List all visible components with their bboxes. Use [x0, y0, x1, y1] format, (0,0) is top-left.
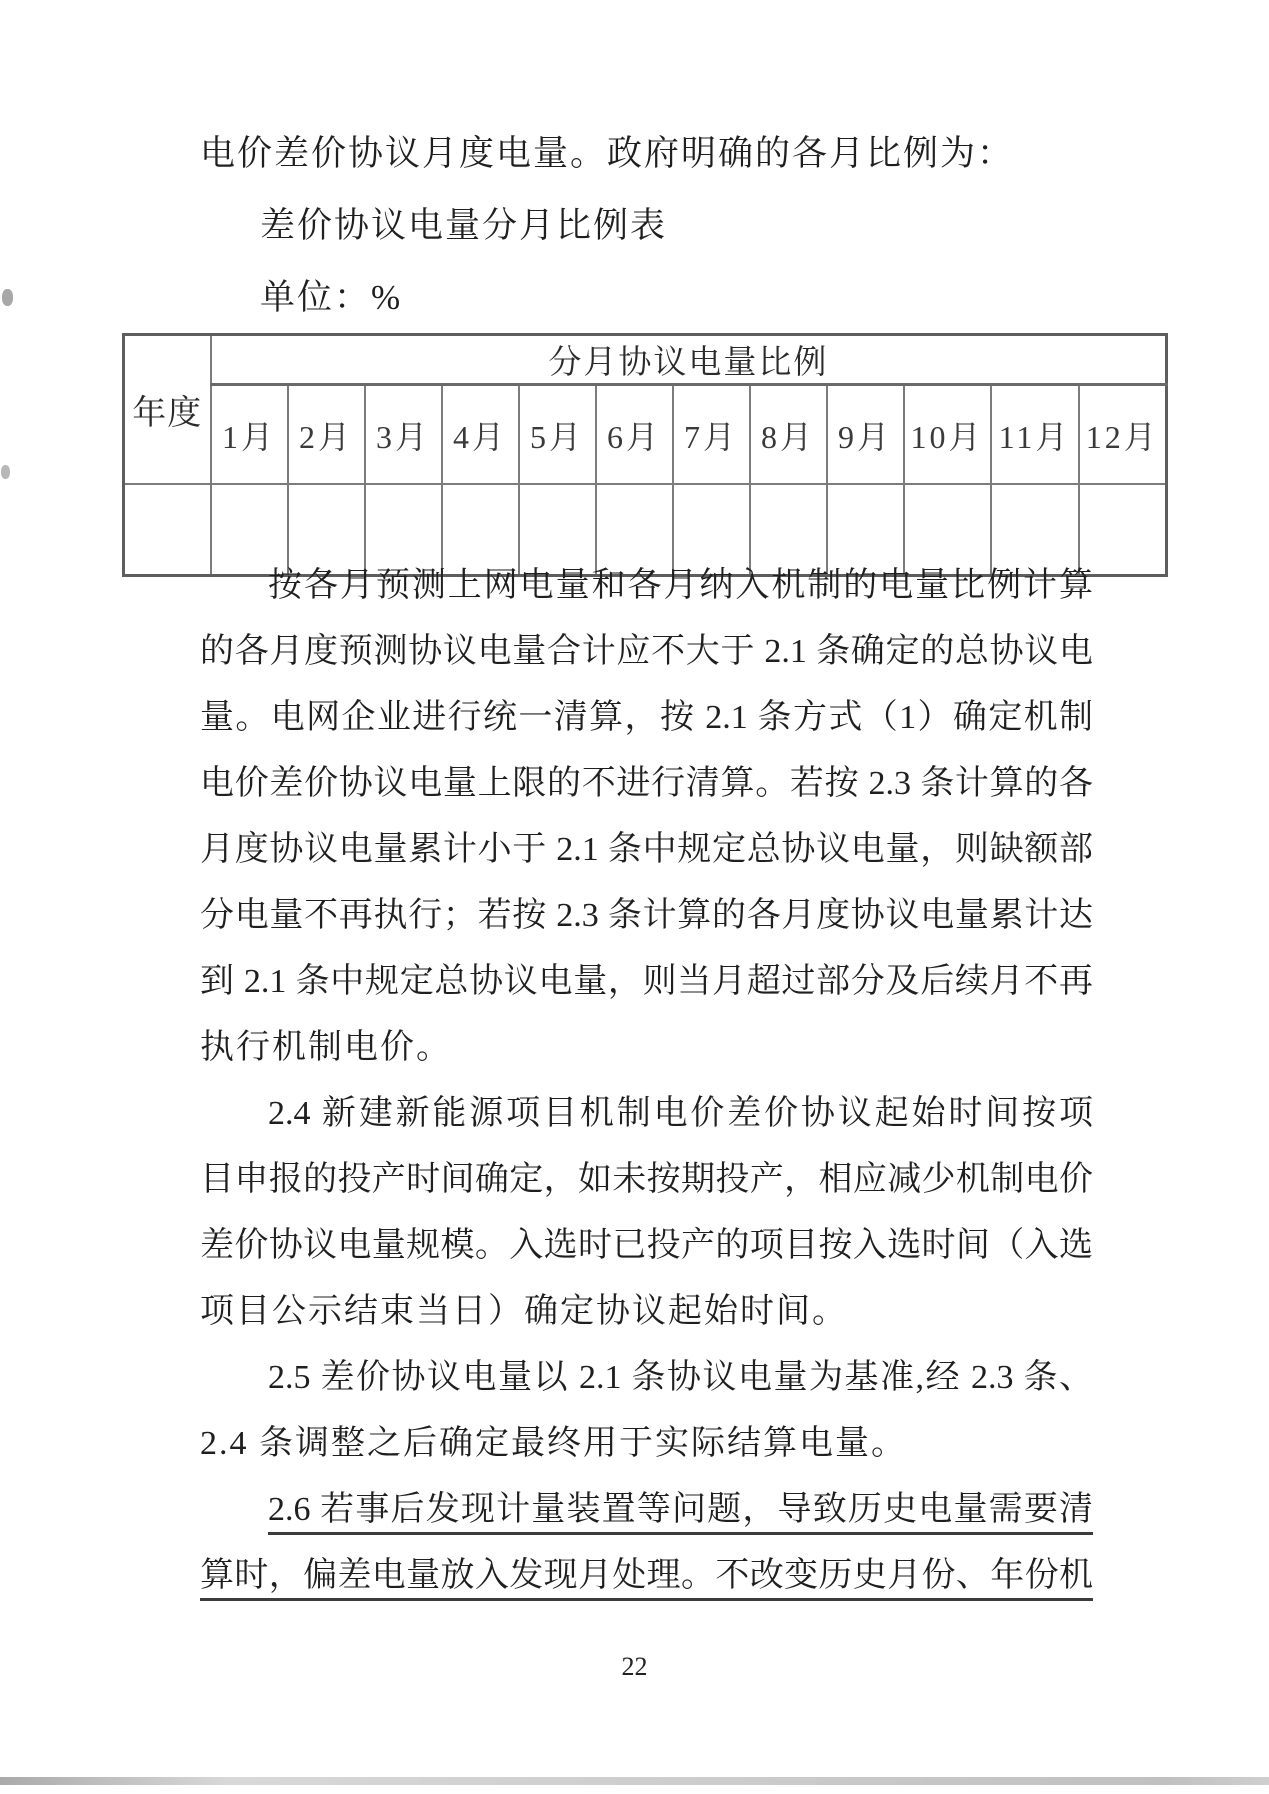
paragraph-line: 分电量不再执行；若按 2.3 条计算的各月度协议电量累计达 [200, 897, 1093, 934]
paragraph-line: 月度协议电量累计小于 2.1 条中规定总协议电量，则缺额部 [200, 831, 1093, 868]
month-header-cell: 11月 [991, 385, 1079, 485]
clause-2-6-line: 2.6 若事后发现计量装置等问题，导致历史电量需要清 [268, 1491, 1093, 1528]
paragraph-continuation-line: 电价差价协议月度电量。政府明确的各月比例为： [200, 134, 1015, 173]
scan-speck [1, 465, 10, 479]
month-header-cell: 8月 [750, 385, 827, 485]
page-number: 22 [621, 1652, 648, 1681]
year-value-cell [124, 484, 211, 576]
scan-edge-artifact [0, 1777, 1269, 1785]
body-text-block [200, 553, 1093, 1609]
month-header-cell: 1月 [211, 385, 288, 485]
paragraph-line: 电价差价协议电量上限的不进行清算。若按 2.3 条计算的各 [200, 765, 1093, 802]
unit-label: 单位：% [260, 278, 403, 317]
year-header-cell: 年度 [124, 335, 211, 485]
paragraph-line: 到 2.1 条中规定总协议电量，则当月超过部分及后续月不再 [200, 963, 1093, 1000]
paragraph-line: 按各月预测上网电量和各月纳入机制的电量比例计算 [268, 567, 1093, 604]
month-header-cell: 10月 [904, 385, 991, 485]
month-header-cell: 4月 [442, 385, 519, 485]
month-header-cell: 6月 [596, 385, 673, 485]
group-header-cell: 分月协议电量比例 [211, 335, 1167, 385]
clause-2-6-line: 算时，偏差电量放入发现月处理。不改变历史月份、年份机 [200, 1557, 1093, 1594]
monthly-ratio-table [122, 333, 1168, 577]
paragraph-line: 的各月度预测协议电量合计应不大于 2.1 条确定的总协议电 [200, 633, 1093, 670]
month-header-cell: 2月 [288, 385, 365, 485]
table-header-row-group [124, 335, 1167, 385]
month-header-cell: 3月 [365, 385, 442, 485]
paragraph-line: 量。电网企业进行统一清算，按 2.1 条方式（1）确定机制 [200, 699, 1093, 736]
month-header-cell: 5月 [519, 385, 596, 485]
scan-speck [2, 289, 13, 306]
month-header-cell: 7月 [673, 385, 750, 485]
table-title: 差价协议电量分月比例表 [260, 206, 668, 245]
clause-2-4-line: 2.4 新建新能源项目机制电价差价协议起始时间按项 [268, 1095, 1093, 1132]
paragraph-line: 执行机制电价。 [200, 1029, 452, 1066]
clause-2-5-line: 2.5 差价协议电量以 2.1 条协议电量为基准,经 2.3 条、 [268, 1359, 1093, 1396]
clause-2-4-line: 差价协议电量规模。入选时已投产的项目按入选时间（入选 [200, 1227, 1093, 1264]
intro-block [200, 118, 1093, 334]
clause-2-4-line: 目申报的投产时间确定，如未按期投产，相应减少机制电价 [200, 1161, 1093, 1198]
month-header-cell: 12月 [1079, 385, 1167, 485]
clause-2-5-line: 2.4 条调整之后确定最终用于实际结算电量。 [200, 1425, 907, 1462]
clause-2-4-line: 项目公示结束当日）确定协议起始时间。 [200, 1293, 848, 1330]
month-header-cell: 9月 [827, 385, 904, 485]
table-header-row-months [124, 385, 1167, 485]
